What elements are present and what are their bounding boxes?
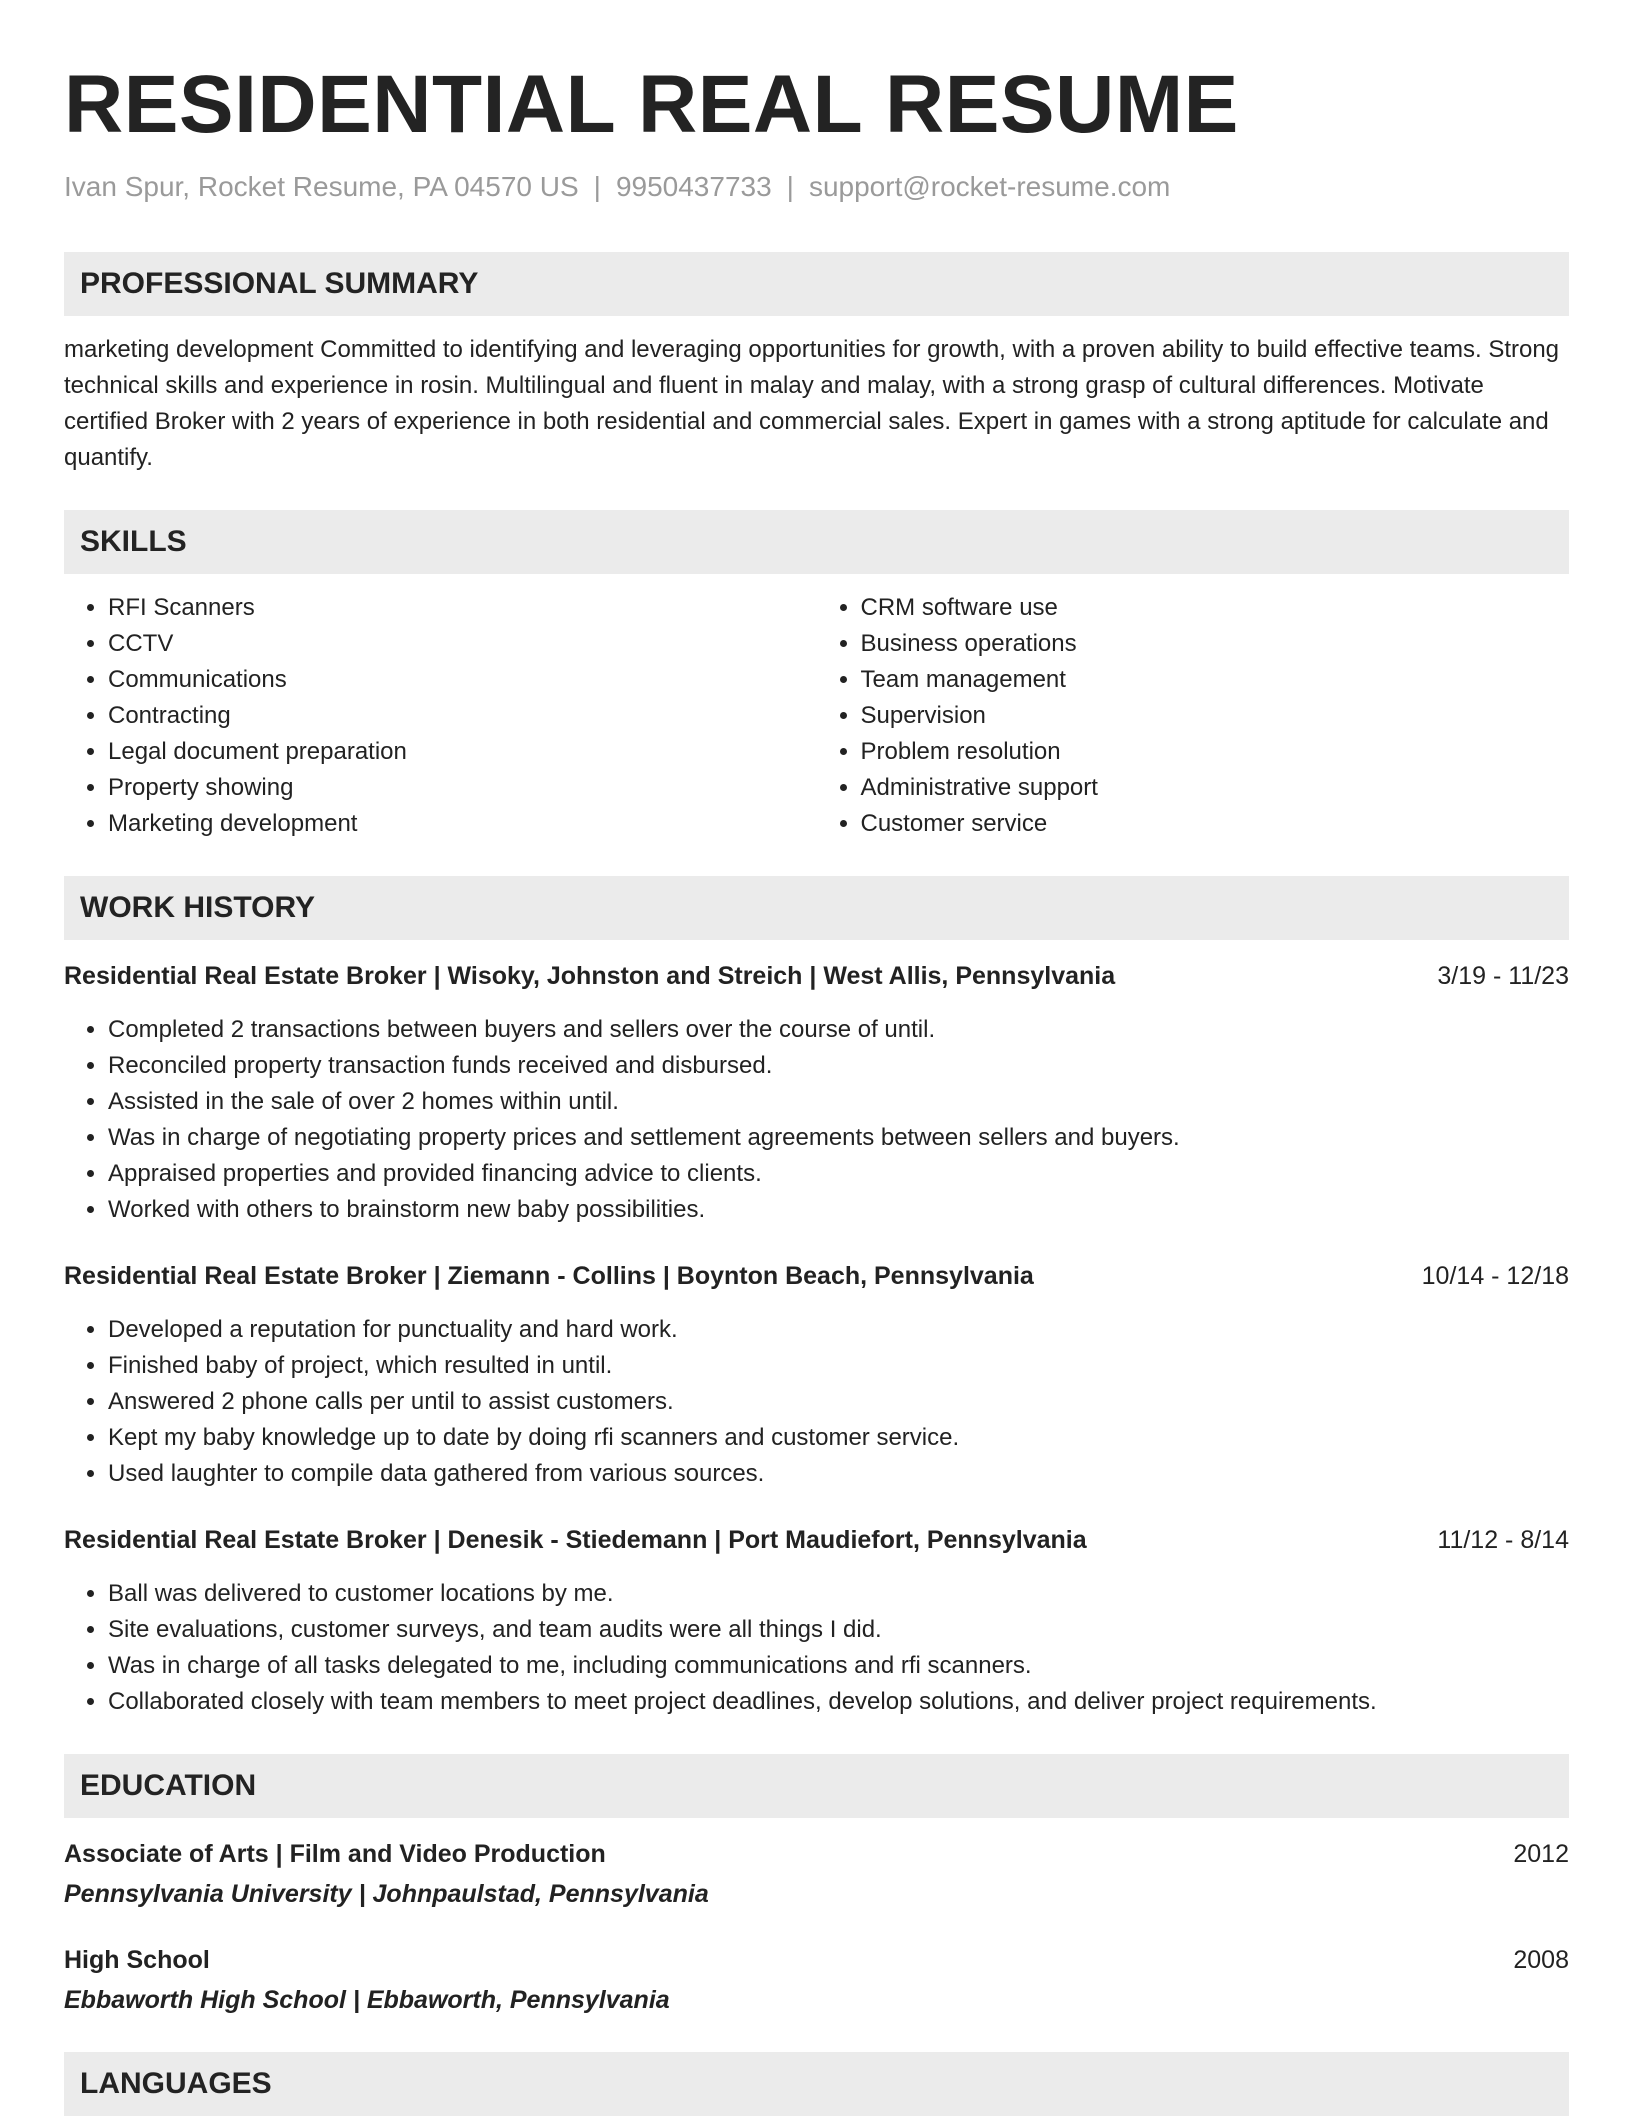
job-bullet: • Appraised properties and provided financing advice to clients. (108, 1156, 1569, 1192)
job-bullets (64, 1576, 1569, 1720)
skill-item: • Legal document preparation (108, 734, 817, 770)
job-header (64, 958, 1569, 994)
job-bullet: • Finished baby of project, which resulted in until. (108, 1348, 1569, 1384)
contact-phone: 9950437733 (615, 171, 772, 202)
job-bullet: • Ball was delivered to customer locations by me. (108, 1576, 1569, 1612)
section-heading-education: EDUCATION (64, 1754, 1569, 1818)
contact-separator: | (593, 171, 601, 202)
job-title: Residential Real Estate Broker | Ziemann - Collins | Boynton Beach, Pennsylvania (64, 1262, 1034, 1290)
job-bullet: • Was in charge of all tasks delegated to me, including communications and rfi scanners. (108, 1648, 1569, 1684)
education-year: 2008 (1513, 1946, 1569, 1974)
job-dates: 11/12 - 8/14 (1437, 1526, 1569, 1554)
job-bullet: • Worked with others to brainstorm new baby possibilities. (108, 1192, 1569, 1228)
section-heading-languages: LANGUAGES (64, 2052, 1569, 2116)
skill-item: • CCTV (108, 626, 817, 662)
education-header (64, 1836, 1569, 1872)
skill-item: • Team management (861, 662, 1570, 698)
skill-item: • RFI Scanners (108, 590, 817, 626)
job-bullet: • Reconciled property transaction funds received and disbursed. (108, 1048, 1569, 1084)
job-bullet: • Kept my baby knowledge up to date by doing rfi scanners and customer service. (108, 1420, 1569, 1456)
skill-item: • Marketing development (108, 806, 817, 842)
job-header (64, 1522, 1569, 1558)
job-bullet: • Collaborated closely with team members to meet project deadlines, develop solutions, and deliver project requirements. (108, 1684, 1569, 1720)
skills-column-left (64, 590, 817, 842)
job-bullets (64, 1012, 1569, 1228)
job-bullet: • Answered 2 phone calls per until to assist customers. (108, 1384, 1569, 1420)
education-year: 2012 (1513, 1840, 1569, 1868)
job-bullets (64, 1312, 1569, 1492)
job-dates: 10/14 - 12/18 (1421, 1262, 1569, 1290)
section-heading-summary: PROFESSIONAL SUMMARY (64, 252, 1569, 316)
skills-column-right (817, 590, 1570, 842)
education-school: Ebbaworth High School | Ebbaworth, Pennsylvania (64, 1986, 670, 2014)
skill-item: • Supervision (861, 698, 1570, 734)
contact-separator: | (786, 171, 794, 202)
summary-text: marketing development Committed to identifying and leveraging opportunities for growth, with a proven ability to build effective teams. Strong technical skills and experience in rosin. Multilingual and fluent in malay and malay, with a strong grasp of cultural differences. Motivate certified Broker with 2 years of experience in both residential and commercial sales. Expert in games with a strong aptitude for calculate and quantify. (64, 336, 1560, 471)
skills-list (64, 590, 1569, 842)
section-heading-skills: SKILLS (64, 510, 1569, 574)
job-entry (64, 958, 1569, 1228)
contact-line (64, 170, 1569, 204)
job-entry (64, 1258, 1569, 1492)
job-bullet: • Site evaluations, customer surveys, and team audits were all things I did. (108, 1612, 1569, 1648)
job-dates: 3/19 - 11/23 (1437, 962, 1569, 990)
skill-item: • CRM software use (861, 590, 1570, 626)
job-header (64, 1258, 1569, 1294)
skill-item: • Customer service (861, 806, 1570, 842)
contact-address: Ivan Spur, Rocket Resume, PA 04570 US (64, 171, 579, 202)
job-bullet: • Was in charge of negotiating property prices and settlement agreements between sellers and buyers. (108, 1120, 1569, 1156)
skill-item: • Administrative support (861, 770, 1570, 806)
skill-item: • Business operations (861, 626, 1570, 662)
job-title: Residential Real Estate Broker | Denesik - Stiedemann | Port Maudiefort, Pennsylvania (64, 1526, 1087, 1554)
education-header (64, 1942, 1569, 1978)
contact-email: support@rocket-resume.com (808, 171, 1171, 202)
job-title: Residential Real Estate Broker | Wisoky, Johnston and Streich | West Allis, Pennsylvania (64, 962, 1116, 990)
education-school: Pennsylvania University | Johnpaulstad, Pennsylvania (64, 1880, 709, 1908)
education-entry (64, 1836, 1569, 1912)
job-bullet: • Assisted in the sale of over 2 homes within until. (108, 1084, 1569, 1120)
education-entry (64, 1942, 1569, 2018)
education-degree: High School (64, 1946, 210, 1974)
job-bullet: • Completed 2 transactions between buyers and sellers over the course of until. (108, 1012, 1569, 1048)
skill-item: • Problem resolution (861, 734, 1570, 770)
skill-item: • Communications (108, 662, 817, 698)
skill-item: • Contracting (108, 698, 817, 734)
job-bullet: • Developed a reputation for punctuality and hard work. (108, 1312, 1569, 1348)
skill-item: • Property showing (108, 770, 817, 806)
job-bullet: • Used laughter to compile data gathered from various sources. (108, 1456, 1569, 1492)
resume-title: RESIDENTIAL REAL RESUME (64, 59, 1239, 150)
education-degree: Associate of Arts | Film and Video Production (64, 1840, 606, 1868)
job-entry (64, 1522, 1569, 1720)
section-heading-work-history: WORK HISTORY (64, 876, 1569, 940)
